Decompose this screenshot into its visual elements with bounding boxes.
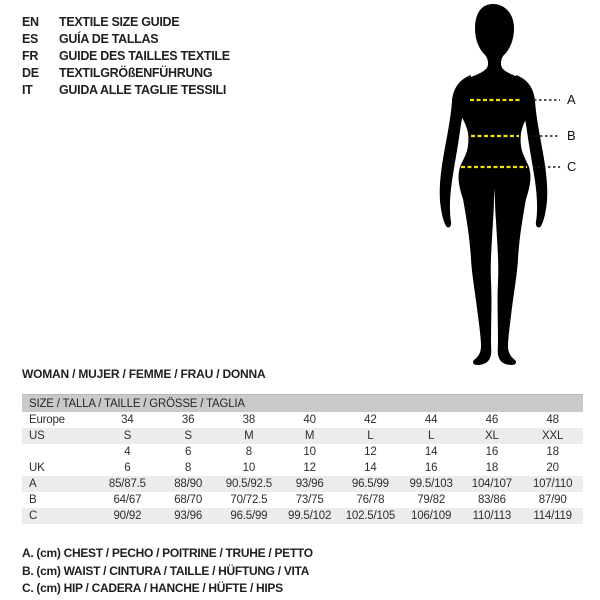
size-cell: 104/107 — [471, 478, 512, 490]
size-cell: 42 — [364, 414, 377, 426]
size-cell: 96.5/99 — [351, 478, 389, 490]
size-cell: 16 — [424, 462, 438, 474]
size-cell: 4 — [124, 446, 131, 458]
language-label: GUÍA DE TALLAS — [59, 31, 159, 46]
size-cell: 83/86 — [477, 494, 506, 506]
size-cell: 68/70 — [174, 494, 203, 506]
row-label: B — [29, 494, 37, 506]
language-code: DE — [22, 65, 39, 80]
language-row — [22, 81, 230, 98]
size-cell: 6 — [124, 462, 131, 474]
row-label: US — [29, 430, 45, 442]
size-cell: S — [123, 430, 132, 442]
size-cell: 76/78 — [356, 494, 385, 506]
legend-line: B. (cm) WAIST / CINTURA / TAILLE / HÜFTUNG / VITA — [22, 563, 310, 578]
size-cell: 87/90 — [538, 494, 567, 506]
language-guide — [22, 13, 230, 98]
measurement-legend — [22, 546, 313, 599]
size-cell: 110/113 — [472, 510, 512, 522]
figure-markers — [430, 0, 600, 375]
size-cell: 107/110 — [532, 478, 573, 490]
size-cell: XL — [485, 430, 499, 442]
size-cell: 18 — [546, 446, 559, 458]
size-cell: 10 — [303, 446, 316, 458]
language-row — [22, 64, 230, 81]
size-cell: 106/109 — [411, 510, 452, 522]
table-row — [22, 492, 583, 508]
size-cell: 8 — [245, 446, 252, 458]
language-label: TEXTILE SIZE GUIDE — [59, 14, 180, 29]
language-row — [22, 13, 230, 30]
size-cell: 99.5/102 — [288, 510, 332, 522]
size-cell: 88/90 — [174, 478, 203, 490]
language-code: IT — [22, 82, 33, 97]
language-row — [22, 30, 230, 47]
row-label — [22, 444, 97, 460]
size-cell: 85/87.5 — [108, 478, 146, 490]
size-cell: 8 — [185, 462, 192, 474]
size-cell: 6 — [185, 446, 192, 458]
row-label: UK — [29, 462, 45, 474]
size-cell: 12 — [364, 446, 377, 458]
size-cell: 16 — [485, 446, 499, 458]
size-cell: 36 — [181, 414, 195, 426]
language-label: GUIDA ALLE TAGLIE TESSILI — [59, 82, 227, 97]
size-cell: 14 — [364, 462, 377, 474]
table-row — [22, 508, 583, 524]
size-cell: 48 — [546, 414, 559, 426]
size-cell: 14 — [424, 446, 438, 458]
language-code: ES — [22, 31, 39, 46]
table-row — [22, 412, 583, 428]
language-label: TEXTILGRÖßENFÜHRUNG — [59, 65, 213, 80]
language-code: EN — [22, 14, 39, 29]
language-label: GUIDE DES TAILLES TEXTILE — [59, 48, 230, 63]
size-cell: 90.5/92.5 — [225, 478, 272, 490]
size-cell: 38 — [242, 414, 256, 426]
measure-marker-label: C — [567, 159, 577, 174]
table-row — [22, 428, 583, 444]
size-cell: XXL — [542, 430, 564, 442]
size-cell: 40 — [303, 414, 316, 426]
size-cell: M — [244, 430, 254, 442]
size-cell: 73/75 — [295, 494, 324, 506]
size-cell: 70/72.5 — [230, 494, 268, 506]
table-header-label: SIZE / TALLA / TAILLE / GRÖSSE / TAGLIA — [22, 395, 583, 413]
size-cell: 93/96 — [174, 510, 203, 522]
size-table-body — [22, 395, 583, 525]
language-row — [22, 47, 230, 64]
size-cell: 12 — [303, 462, 316, 474]
size-cell: M — [304, 430, 315, 442]
size-cell: 114/119 — [533, 510, 572, 522]
language-code: FR — [22, 48, 39, 63]
legend-line: A. (cm) CHEST / PECHO / POITRINE / TRUHE / PETTO — [22, 546, 313, 560]
size-cell: L — [367, 430, 374, 442]
row-label: A — [29, 478, 37, 490]
row-label: C — [29, 510, 38, 522]
size-cell: 79/82 — [417, 494, 446, 506]
size-cell: L — [428, 430, 435, 442]
table-row — [22, 444, 583, 460]
size-cell: S — [184, 430, 192, 442]
size-cell: 93/96 — [295, 478, 324, 490]
size-cell: 18 — [485, 462, 499, 474]
size-cell: 99.5/103 — [409, 478, 453, 490]
table-row — [22, 476, 583, 492]
measure-marker-label: A — [567, 92, 576, 107]
size-cell: 44 — [424, 414, 438, 426]
size-cell: 10 — [242, 462, 256, 474]
size-cell: 20 — [546, 462, 559, 474]
row-label: Europe — [29, 414, 65, 426]
size-figure — [430, 0, 600, 375]
size-cell: 90/92 — [113, 510, 142, 522]
size-cell: 46 — [485, 414, 499, 426]
size-table — [22, 394, 583, 524]
size-cell: 34 — [121, 414, 134, 426]
size-cell: 96.5/99 — [230, 510, 268, 522]
size-cell: 64/67 — [113, 494, 142, 506]
section-title: WOMAN / MUJER / FEMME / FRAU / DONNA — [22, 367, 266, 381]
legend-line: C. (cm) HIP / CADERA / HANCHE / HÜFTE / HIPS — [22, 581, 283, 595]
size-cell: 102.5/105 — [345, 510, 396, 522]
measure-marker-label: B — [567, 128, 576, 143]
table-row — [22, 460, 583, 476]
table-header-row — [22, 395, 583, 413]
